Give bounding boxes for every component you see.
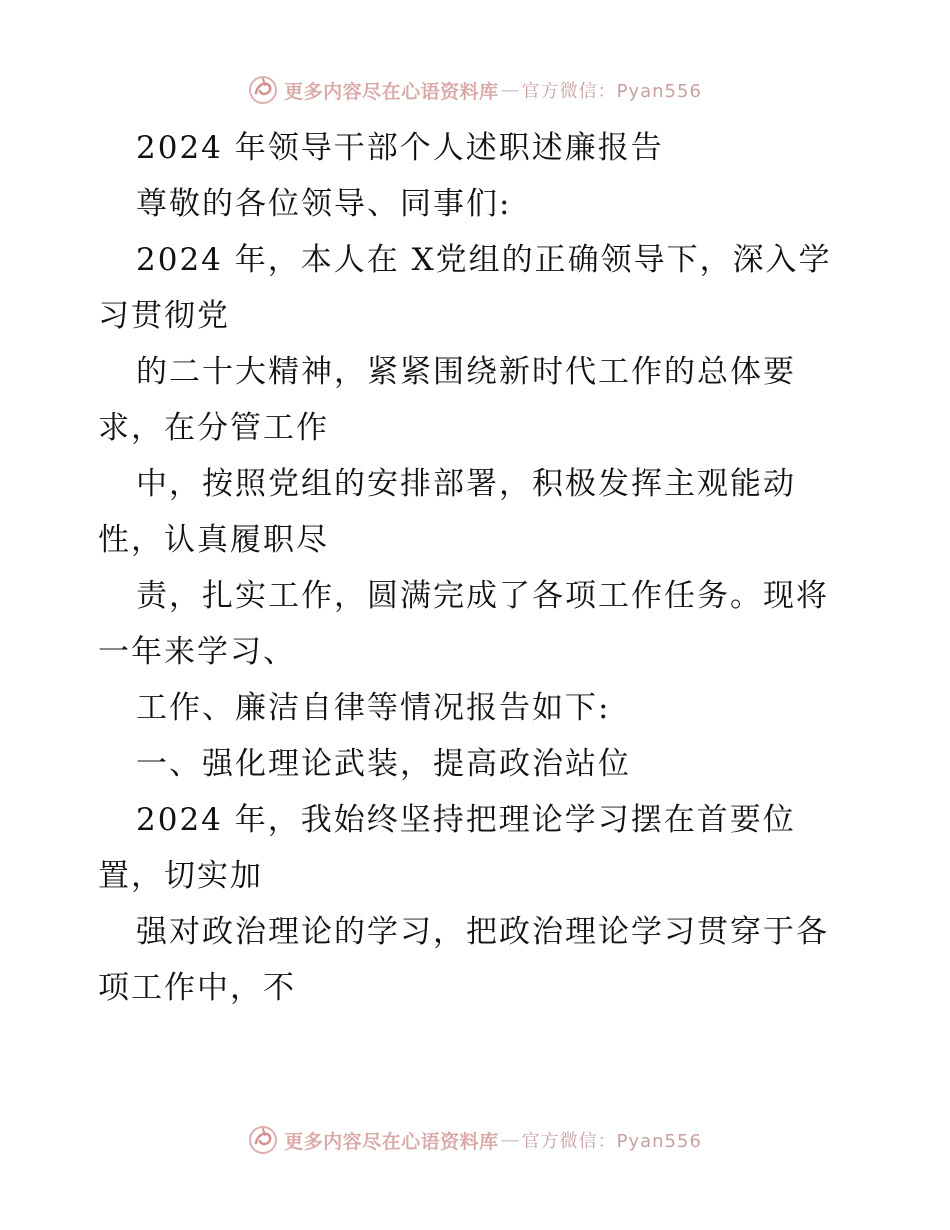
document-line: 尊敬的各位领导、同事们: <box>136 186 512 222</box>
section-heading: 一、强化理论武装，提高政治站位 <box>136 746 631 782</box>
document-line: 习贯彻党 <box>98 298 230 334</box>
document-line: 一年来学习、 <box>98 634 296 670</box>
document-line: 求，在分管工作 <box>98 410 329 446</box>
document-body <box>98 120 878 1016</box>
watermark-text: 更多内容尽在心语资料库 <box>284 1130 499 1153</box>
watermark-separator: — <box>500 79 520 101</box>
document-line: 强对政治理论的学习，把政治理论学习贯穿于各 <box>136 914 829 950</box>
swirl-logo-icon <box>248 75 278 105</box>
document-line: 置，切实加 <box>98 858 263 894</box>
document-line: 2024 年，本人在 X党组的正确领导下，深入学 <box>136 242 832 278</box>
document-line: 工作、廉洁自律等情况报告如下: <box>136 690 611 726</box>
document-line: 中，按照党组的安排部署，积极发挥主观能动 <box>136 466 796 502</box>
watermark-footer <box>0 1120 950 1160</box>
watermark-separator: — <box>500 1129 520 1151</box>
watermark-contact: 官方微信：Pyan556 <box>521 81 702 102</box>
document-line: 责，扎实工作，圆满完成了各项工作任务。现将 <box>136 578 829 614</box>
swirl-logo-icon <box>248 1125 278 1155</box>
watermark-header <box>0 70 950 110</box>
watermark-contact: 官方微信：Pyan556 <box>521 1131 702 1152</box>
document-line: 的二十大精神，紧紧围绕新时代工作的总体要 <box>136 354 796 390</box>
document-line: 2024 年，我始终坚持把理论学习摆在首要位 <box>136 802 796 838</box>
document-line: 2024 年领导干部个人述职述廉报告 <box>136 130 664 166</box>
document-line: 项工作中，不 <box>98 970 296 1006</box>
watermark-text: 更多内容尽在心语资料库 <box>284 80 499 103</box>
document-line: 性，认真履职尽 <box>98 522 329 558</box>
